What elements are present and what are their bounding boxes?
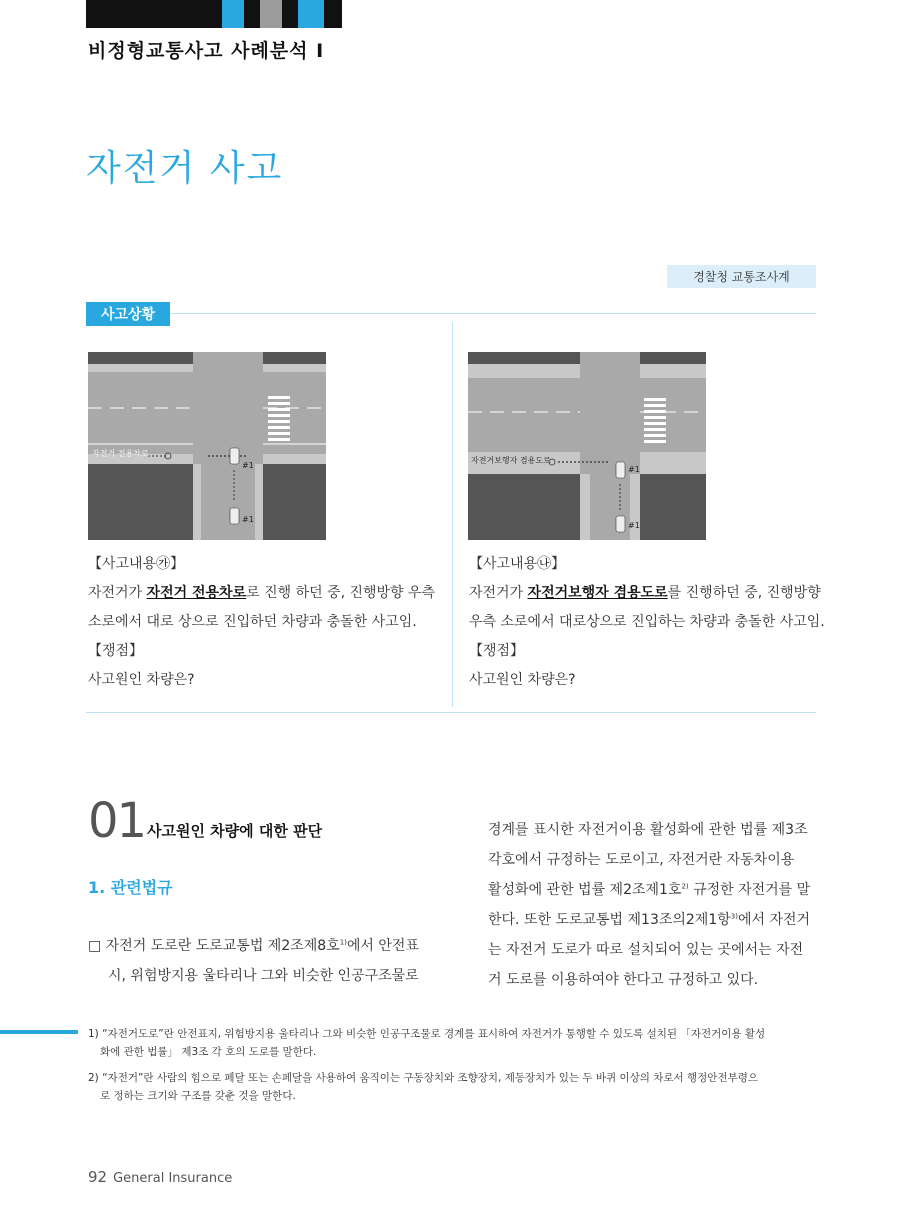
series-title: 비정형교통사고 사례분석 I (88, 40, 325, 62)
case-heading: 【사고내용㉮】 (88, 556, 185, 572)
issue-question: 사고원인 차량은? (88, 672, 195, 688)
section-bottom-divider (86, 712, 816, 713)
header-bar-segment (86, 0, 222, 28)
footnote (88, 1069, 818, 1105)
page-title: 자전거 사고 (86, 148, 284, 189)
lane-label: 자전거보행자 겸용도로 (471, 456, 551, 465)
header-bar-segment (260, 0, 282, 28)
section-number: 01 (88, 793, 146, 849)
header-bar-segment (244, 0, 260, 28)
footnote-ref: 2) (681, 882, 689, 891)
footnote-line: 1) “자전거도로”란 안전표지, 위험방지용 울타리나 그와 비슷한 인공구조물로 경계를 표시하여 자전거가 통행할 수 있도록 설치된 「자전거이용 활성 (88, 1028, 766, 1040)
column-divider (452, 322, 453, 707)
body-line: 경계를 표시한 자전거이용 활성화에 관한 법률 제3조 (488, 822, 808, 838)
footnote (88, 1025, 818, 1061)
footnote-line: 로 정하는 크기와 구조를 갖춘 것을 말한다. (100, 1090, 296, 1102)
case-description-b (469, 550, 825, 695)
source-badge: 경찰청 교통조사계 (667, 265, 816, 288)
lane-type-emphasis: 자전거보행자 겸용도로 (527, 585, 668, 601)
accident-diagram-b (468, 352, 706, 540)
header-bar-segment (222, 0, 244, 28)
issue-question: 사고원인 차량은? (469, 672, 576, 688)
footnote-line: 화에 관한 법률」 제3조 각 호의 도로를 말한다. (100, 1046, 317, 1058)
body-line: 각호에서 규정하는 도로이고, 자전거란 자동차이용 (488, 852, 795, 868)
lane-label: 자전거 전용차로 (92, 449, 149, 458)
footnote-ref: 1) (339, 938, 347, 947)
body-line: 시, 위험방지용 울타리나 그와 비슷한 인공구조물로 (108, 968, 419, 984)
footnote-accent-bar (0, 1030, 78, 1034)
footnote-line: 2) “자전거”란 사람의 힘으로 페달 또는 손페달을 사용하여 움직이는 구동장치와 조향장치, 제동장치가 있는 두 바퀴 이상의 차로서 행정안전부령으 (88, 1072, 759, 1084)
section-tag: 사고상황 (86, 302, 170, 326)
case-heading: 【사고내용㉯】 (469, 556, 566, 572)
subsection-title: 1. 관련법규 (88, 878, 173, 897)
intersection-illustration (468, 352, 706, 540)
case-description-a (88, 550, 435, 695)
footnote-ref: 3) (730, 912, 738, 921)
case-line: 소로에서 대로 상으로 진입하던 차량과 충돌한 사고임. (88, 614, 417, 630)
issue-heading: 【쟁점】 (469, 643, 525, 659)
case-line: 우측 소로에서 대로상으로 진입하는 차량과 충돌한 사고임. (469, 614, 825, 630)
issue-heading: 【쟁점】 (88, 643, 144, 659)
accident-diagram-a (88, 352, 326, 540)
page-number: 92 (88, 1168, 108, 1186)
body-line: □ 자전거 도로란 도로교통법 제2조제8호$^{1)}$에서 안전표 (88, 938, 419, 954)
body-text-right (488, 815, 810, 995)
vehicle-marker: #1 (242, 515, 254, 524)
body-text-left (88, 931, 419, 991)
body-line: 거 도로를 이용하여야 한다고 규정하고 있다. (488, 972, 759, 988)
header-bar-segment (282, 0, 298, 28)
vehicle-marker: #1 (628, 465, 640, 474)
case-line: 자전거가 자전거보행자 겸용도로를 진행하던 중, 진행방향 (469, 585, 821, 601)
section-divider (170, 313, 816, 314)
vehicle-marker: #1 (628, 521, 640, 530)
header-color-bar (86, 0, 342, 28)
body-line: 활성화에 관한 법률 제2조제1호$^{2)}$ 규정한 자전거를 말 (488, 882, 811, 898)
header-bar-segment (324, 0, 342, 28)
case-line: 자전거가 자전거 전용차로로 진행 하던 중, 진행방향 우측 (88, 585, 436, 601)
lane-type-emphasis: 자전거 전용차로 (146, 585, 247, 601)
body-line: 는 자전거 도로가 따로 설치되어 있는 곳에서는 자전 (488, 942, 804, 958)
intersection-illustration (88, 352, 326, 540)
section-title: 사고원인 차량에 대한 판단 (147, 822, 323, 840)
footnotes (88, 1025, 818, 1113)
page-footer (88, 1168, 232, 1186)
header-bar-segment (298, 0, 324, 28)
body-line: 한다. 또한 도로교통법 제13조의2제1항$^{3)}$에서 자전거 (488, 912, 811, 928)
vehicle-marker: #1 (242, 461, 254, 470)
publication-name: General Insurance (113, 1171, 233, 1186)
